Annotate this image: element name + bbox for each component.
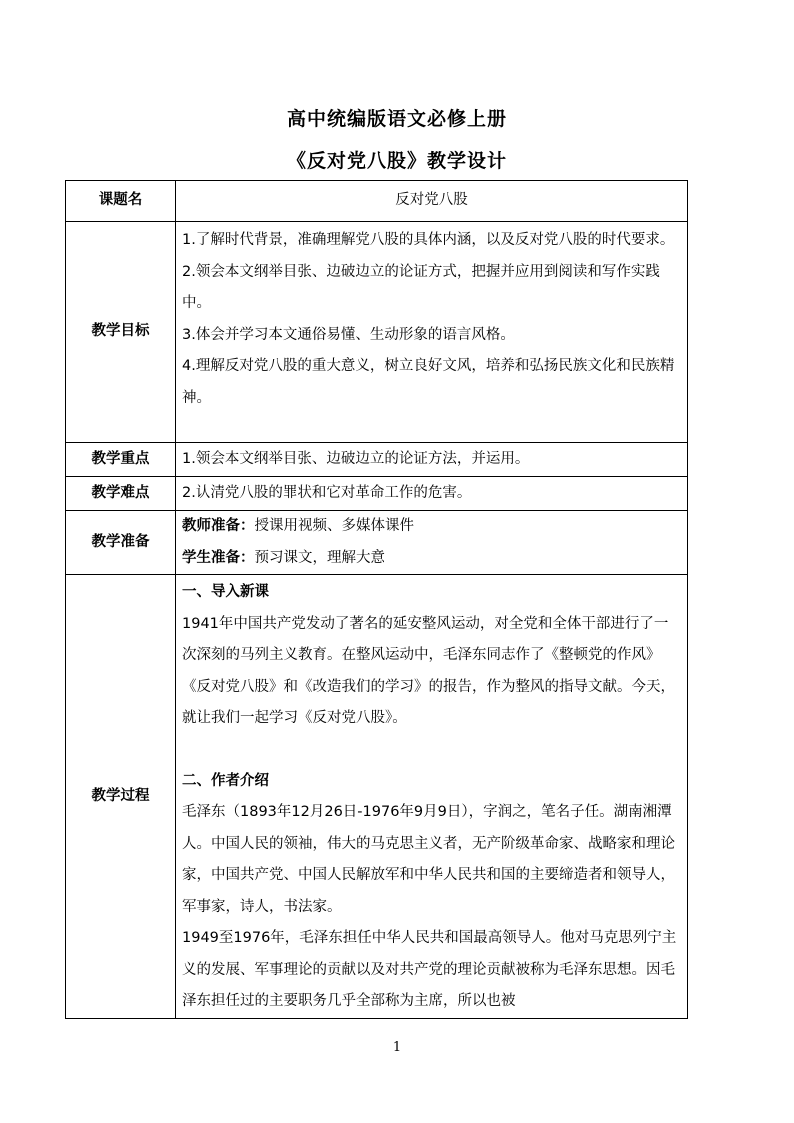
student-preparation-value: 预习课文，理解大意: [254, 549, 385, 566]
goals-label: 教学目标: [66, 222, 176, 443]
process-label: 教学过程: [66, 575, 176, 1019]
table-row-preparation: [66, 511, 688, 575]
lesson-plan-table: [65, 180, 688, 1019]
goals-content: [176, 222, 688, 443]
difficulty-value: 2.认清党八股的罪状和它对革命工作的危害。: [176, 477, 688, 511]
goal-item: 3.体会并学习本文通俗易懂、生动形象的语言风格。: [182, 326, 515, 343]
goal-item: 4.理解反对党八股的重大意义，树立良好文风，培养和弘扬民族文化和民族精神。: [182, 358, 675, 406]
section-paragraph: 毛泽东（1893年12月26日-1976年9月9日），字润之，笔名子任。湖南湘潭人。中国人民的领袖，伟大的马克思主义者，无产阶级革命家、战略家和理论家，中国共产党、中国人民解放军和中华人民共和国的主要缔造者和领导人，军事家，诗人，书法家。: [182, 804, 675, 915]
section-paragraph: 1949至1976年，毛泽东担任中华人民共和国最高领导人。他对马克思列宁主义的发展、军事理论的贡献以及对共产党的理论贡献被称为毛泽东思想。因毛泽东担任过的主要职务几乎全部称为主席，所以也被: [182, 930, 677, 1009]
table-row-key-point: [66, 443, 688, 477]
preparation-label: 教学准备: [66, 511, 176, 575]
table-row-topic: [66, 181, 688, 222]
topic-label: 课题名: [66, 181, 176, 222]
document-subtitle: 《反对党八股》教学设计: [286, 150, 507, 172]
page-number: 1: [392, 1040, 402, 1055]
section-paragraph: 1941年中国共产党发动了著名的延安整风运动，对全党和全体干部进行了一次深刻的马列主义教育。在整风运动中，毛泽东同志作了《整顿党的作风》《反对党八股》和《改造我们的学习》的报告，作为整风的指导文献。今天，就让我们一起学习《反对党八股》。: [182, 615, 675, 726]
teacher-preparation: [182, 511, 681, 543]
teacher-preparation-label: 教师准备：: [182, 518, 255, 534]
preparation-content: [176, 511, 688, 575]
goal-item: 2.领会本文纲举目张、边破边立的论证方式，把握并应用到阅读和写作实践中。: [182, 263, 660, 311]
goal-item: 1.了解时代背景，准确理解党八股的具体内涵，以及反对党八股的时代要求。: [182, 232, 675, 248]
key-point-label: 教学重点: [66, 443, 176, 477]
document-title: 高中统编版语文必修上册: [286, 108, 507, 130]
student-preparation-label: 学生准备：: [182, 549, 255, 566]
table-row-difficulty: [66, 477, 688, 511]
blank-line: [182, 735, 681, 766]
process-content: [176, 575, 688, 1019]
difficulty-label: 教学难点: [66, 477, 176, 511]
table-row-process: [66, 575, 688, 1019]
section-heading: 二、作者介绍: [182, 772, 269, 789]
topic-value: 反对党八股: [176, 181, 688, 222]
student-preparation: [182, 543, 681, 575]
table-row-goals: [66, 222, 688, 443]
teacher-preparation-value: 授课用视频、多媒体课件: [254, 518, 414, 534]
key-point-value: 1.领会本文纲举目张、边破边立的论证方法，并运用。: [176, 443, 688, 477]
section-heading: 一、导入新课: [182, 584, 269, 600]
